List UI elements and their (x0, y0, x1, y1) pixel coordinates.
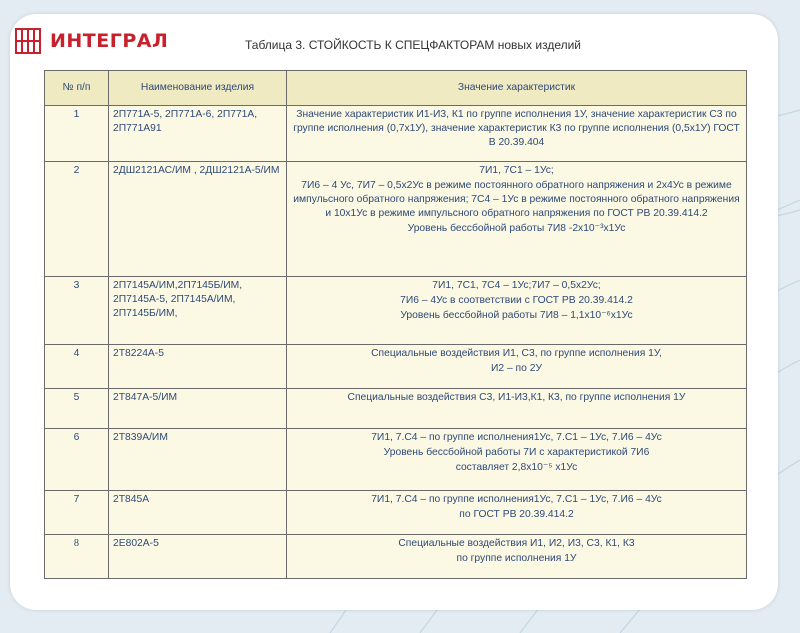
table-row (45, 535, 747, 579)
integral-logo-icon (14, 26, 44, 56)
table-row (45, 345, 747, 389)
row-number: 5 (45, 389, 109, 429)
product-name: 2Т8224А-5 (109, 345, 287, 389)
product-name: 2Т845А (109, 491, 287, 535)
value-line: Уровень бессбойной работы 7И8 -2х10⁻³х1Ус (407, 223, 626, 234)
characteristic-value (287, 106, 747, 162)
value-line: 7И1, 7С1 – 1Ус; (479, 165, 554, 176)
characteristic-value (287, 277, 747, 345)
product-name: 2П7145А/ИМ,2П7145Б/ИМ, 2П7145А-5, 2П7145А/ИМ, 2П7145Б/ИМ, (109, 277, 287, 345)
value-line: Значение характеристик И1-И3, К1 по группе исполнения 1У, значение характеристик С3 по группе исполнения (0,7х1У), значение характеристик К3 по группе исполнения (0,5х1У) ГОСТ В 20.39.404 (293, 109, 740, 148)
row-number: 4 (45, 345, 109, 389)
header-name: Наименование изделия (109, 71, 287, 106)
product-name: 2П771А-5, 2П771А-6, 2П771А, 2П771А91 (109, 106, 287, 162)
value-line: 7И6 – 4Ус в соответствии с ГОСТ РВ 20.39.414.2 (400, 295, 633, 306)
value-line: 7И1, 7.С4 – по группе исполнения1Ус, 7.С1 – 1Ус, 7.И6 – 4Ус (371, 494, 662, 505)
spec-table (44, 70, 747, 579)
row-number: 1 (45, 106, 109, 162)
value-line: Специальные воздействия С3, И1-И3,К1, К3, по группе исполнения 1У (347, 392, 686, 403)
characteristic-value (287, 535, 747, 579)
product-name: 2Т847А-5/ИМ (109, 389, 287, 429)
value-line: Специальные воздействия И1, С3, по группе исполнения 1У, (371, 348, 662, 359)
table-header-row (45, 71, 747, 106)
characteristic-value (287, 345, 747, 389)
value-line: Уровень бессбойной работы 7И с характеристикой 7И6 (383, 447, 650, 458)
value-line: по группе исполнения 1У (456, 553, 577, 564)
value-line: составляет 2,8х10⁻⁵ х1Ус (455, 462, 578, 473)
page-title: Таблица 3. СТОЙКОСТЬ К СПЕЦФАКТОРАМ новых изделий (245, 38, 582, 52)
value-line: И2 – по 2У (490, 363, 542, 374)
characteristic-value (287, 429, 747, 491)
header-num: № п/п (45, 71, 109, 106)
value-line: 7И6 – 4 Ус, 7И7 – 0,5х2Ус в режиме постоянного обратного напряжения и 2х4Ус в режиме импульсного обратного напряжения; 7С4 – 1Ус в режиме постоянного обратного напряжения и 10х1Ус в режиме импульсного обратного напряжения по ГОСТ РВ 20.39.414.2 (293, 180, 740, 219)
row-number: 7 (45, 491, 109, 535)
characteristic-value (287, 491, 747, 535)
row-number: 6 (45, 429, 109, 491)
row-number: 8 (45, 535, 109, 579)
value-line: Специальные воздействия И1, И2, И3, С3, К1, К3 (398, 538, 635, 549)
table-row (45, 106, 747, 162)
row-number: 2 (45, 162, 109, 277)
table-row (45, 389, 747, 429)
table-row (45, 429, 747, 491)
product-name: 2ДШ2121АС/ИМ , 2ДШ2121А-5/ИМ (109, 162, 287, 277)
logo-text: ИНТЕГРАЛ (50, 30, 169, 52)
header-value: Значение характеристик (287, 71, 747, 106)
characteristic-value (287, 389, 747, 429)
product-name: 2Т839А/ИМ (109, 429, 287, 491)
characteristic-value (287, 162, 747, 277)
product-name: 2Е802А-5 (109, 535, 287, 579)
value-line: 7И1, 7С1, 7С4 – 1Ус;7И7 – 0,5х2Ус; (432, 280, 601, 291)
row-number: 3 (45, 277, 109, 345)
integral-logo (14, 28, 168, 54)
table-row (45, 162, 747, 277)
value-line: Уровень бессбойной работы 7И8 – 1,1х10⁻⁶х1Ус (400, 310, 633, 321)
table-row (45, 277, 747, 345)
table-row (45, 491, 747, 535)
value-line: по ГОСТ РВ 20.39.414.2 (459, 509, 574, 520)
value-line: 7И1, 7.С4 – по группе исполнения1Ус, 7.С1 – 1Ус, 7.И6 – 4Ус (371, 432, 662, 443)
